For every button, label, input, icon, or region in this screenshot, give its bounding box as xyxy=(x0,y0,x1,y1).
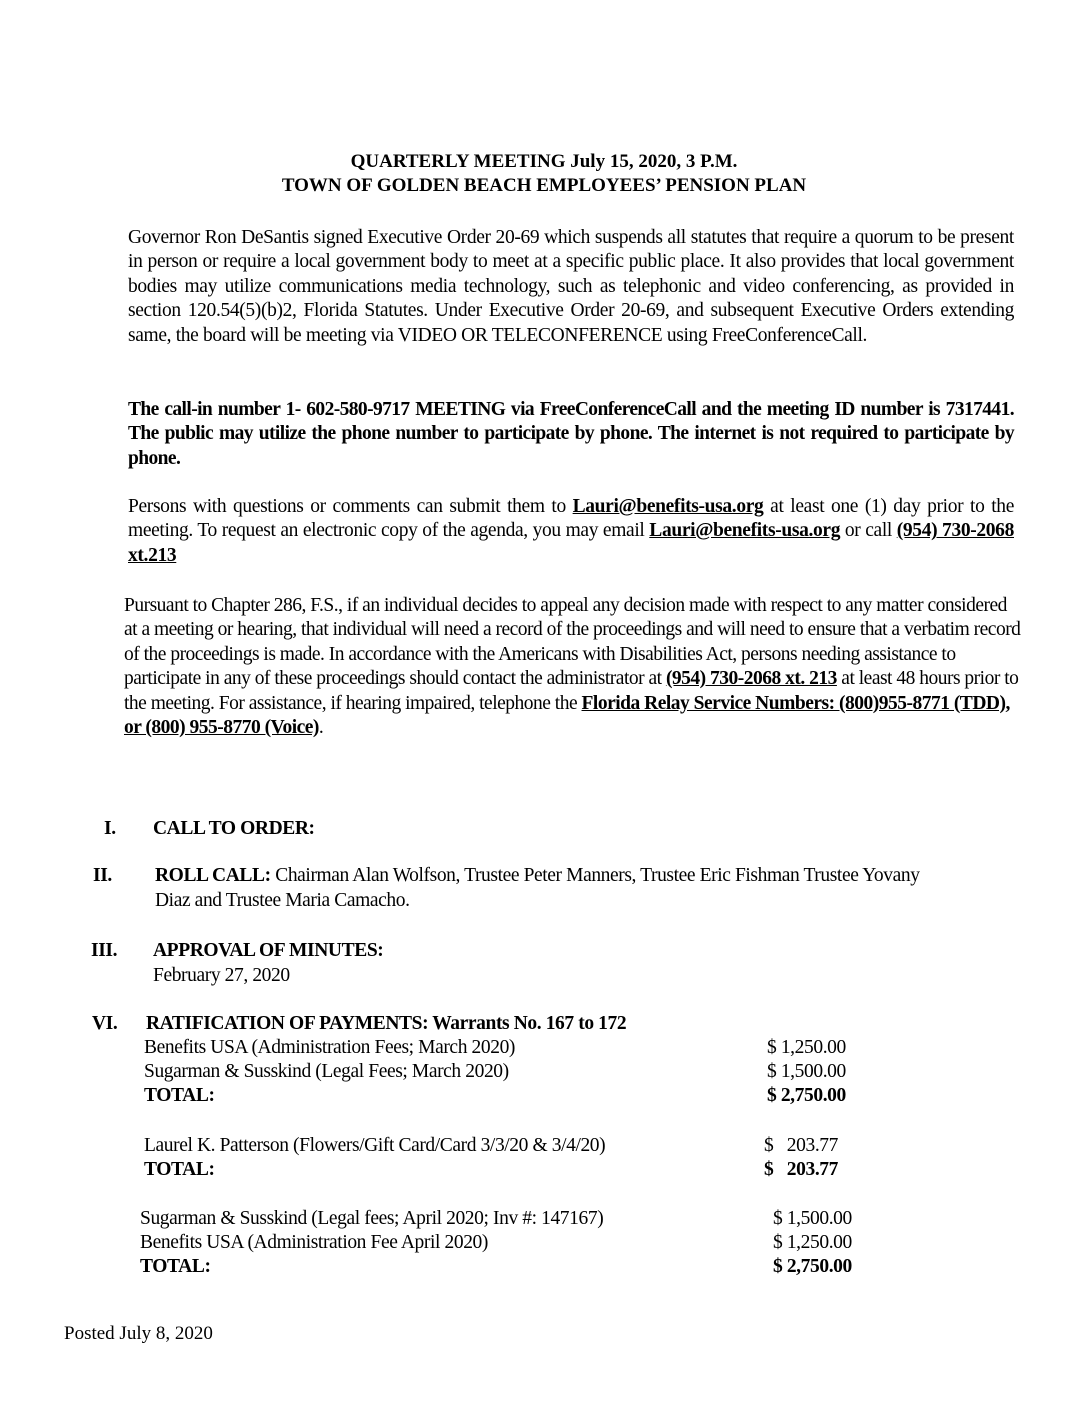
total-amount: $ 203.77 xyxy=(764,1159,839,1180)
florida-relay-link[interactable]: Florida Relay Service Numbers: (800)955-8771 (TDD), or (800) 955-8770 (Voice) xyxy=(124,692,1010,739)
meeting-title: QUARTERLY MEETING July 15, 2020, 3 P.M. xyxy=(350,151,738,172)
payment-description: Laurel K. Patterson (Flowers/Gift Card/Card 3/3/20 & 3/4/20) xyxy=(144,1135,606,1156)
agenda-item-title: ROLL CALL: xyxy=(155,865,271,886)
total-amount: $ 2,750.00 xyxy=(767,1085,846,1106)
minutes-date: February 27, 2020 xyxy=(153,965,290,986)
agenda-item-title: RATIFICATION OF PAYMENTS: Warrants No. 167 to 172 xyxy=(146,1013,627,1034)
agenda-numeral: III. xyxy=(91,940,118,961)
payment-amount: $ 1,250.00 xyxy=(773,1232,852,1253)
administrator-phone-link[interactable]: (954) 730-2068 xt. 213 xyxy=(665,668,837,690)
agenda-numeral: VI. xyxy=(92,1013,118,1034)
payment-description: Sugarman & Susskind (Legal Fees; March 2020) xyxy=(144,1061,509,1082)
payment-amount: $ 1,500.00 xyxy=(773,1208,852,1229)
email-link[interactable]: Lauri@benefits-usa.org xyxy=(572,496,764,517)
questions-text: at least one (1) day prior to the meeting. To request an electronic copy of the agenda, you may email xyxy=(128,496,1014,542)
questions-text: Persons with questions or comments can submit them to xyxy=(128,496,573,517)
appeal-text: Pursuant to Chapter 286, F.S., if an individual decides to appeal any decision made with respect to any matter considered at a meeting or hearing, that individual will need a record of the proceedings and will need to ensure that a verbatim record of the proceedings is made. In accordance with the Americans with Disabilities Act, persons needing assistance to participate in any of these proceedings should contact the administrator at xyxy=(124,595,1021,690)
appeal-paragraph xyxy=(124,594,1024,740)
plan-title: TOWN OF GOLDEN BEACH EMPLOYEES’ PENSION PLAN xyxy=(281,175,807,196)
agenda-numeral: II. xyxy=(93,865,112,886)
agenda-numeral: I. xyxy=(104,818,116,839)
executive-order-paragraph: Governor Ron DeSantis signed Executive Order 20-69 which suspends all statutes that require a quorum to be present in person or require a local government body to meet at a specific public place. It also provides that local government bodies may utilize communications media technology, such as telephonic and video conferencing, as provided in section 120.54(5)(b)2, Florida Statutes. Under Executive Order 20-69, and subsequent Executive Orders extending same, the board will be meeting via VIDEO OR TELECONFERENCE using FreeConferenceCall. xyxy=(128,227,1014,346)
roll-call-members: Chairman Alan Wolfson, Trustee Peter Manners, Trustee Eric Fishman Trustee Yovany Diaz and Trustee Maria Camacho. xyxy=(155,865,920,911)
appeal-text: at least 48 hours prior to the meeting. For assistance, if hearing impaired, telephone the xyxy=(124,668,1019,714)
payment-description: Benefits USA (Administration Fees; March 2020) xyxy=(144,1037,516,1058)
email-link[interactable]: Lauri@benefits-usa.org xyxy=(649,520,841,542)
total-label: TOTAL: xyxy=(144,1085,215,1106)
posted-date: Posted July 8, 2020 xyxy=(64,1323,213,1344)
payment-amount: $ 203.77 xyxy=(764,1135,839,1156)
appeal-text: . xyxy=(318,717,324,739)
payment-amount: $ 1,500.00 xyxy=(767,1061,846,1082)
agenda-item-title: CALL TO ORDER: xyxy=(153,818,315,839)
total-label: TOTAL: xyxy=(144,1159,215,1180)
total-label: TOTAL: xyxy=(140,1256,211,1277)
payment-amount: $ 1,250.00 xyxy=(767,1037,846,1058)
total-amount: $ 2,750.00 xyxy=(773,1256,852,1277)
payment-description: Benefits USA (Administration Fee April 2020) xyxy=(140,1232,488,1253)
payment-description: Sugarman & Susskind (Legal fees; April 2020; Inv #: 147167) xyxy=(140,1208,604,1229)
agenda-item-title: APPROVAL OF MINUTES: xyxy=(153,940,384,961)
questions-text: or call xyxy=(840,520,897,542)
phone-link[interactable]: (954) 730-2068 xt.213 xyxy=(128,520,1014,566)
questions-paragraph xyxy=(128,495,1014,568)
call-in-paragraph: The call-in number 1- 602-580-9717 MEETING via FreeConferenceCall and the meeting ID number is 7317441. The public may utilize the phone number to participate by phone. The internet is not required to participate by phone. xyxy=(128,399,1014,469)
